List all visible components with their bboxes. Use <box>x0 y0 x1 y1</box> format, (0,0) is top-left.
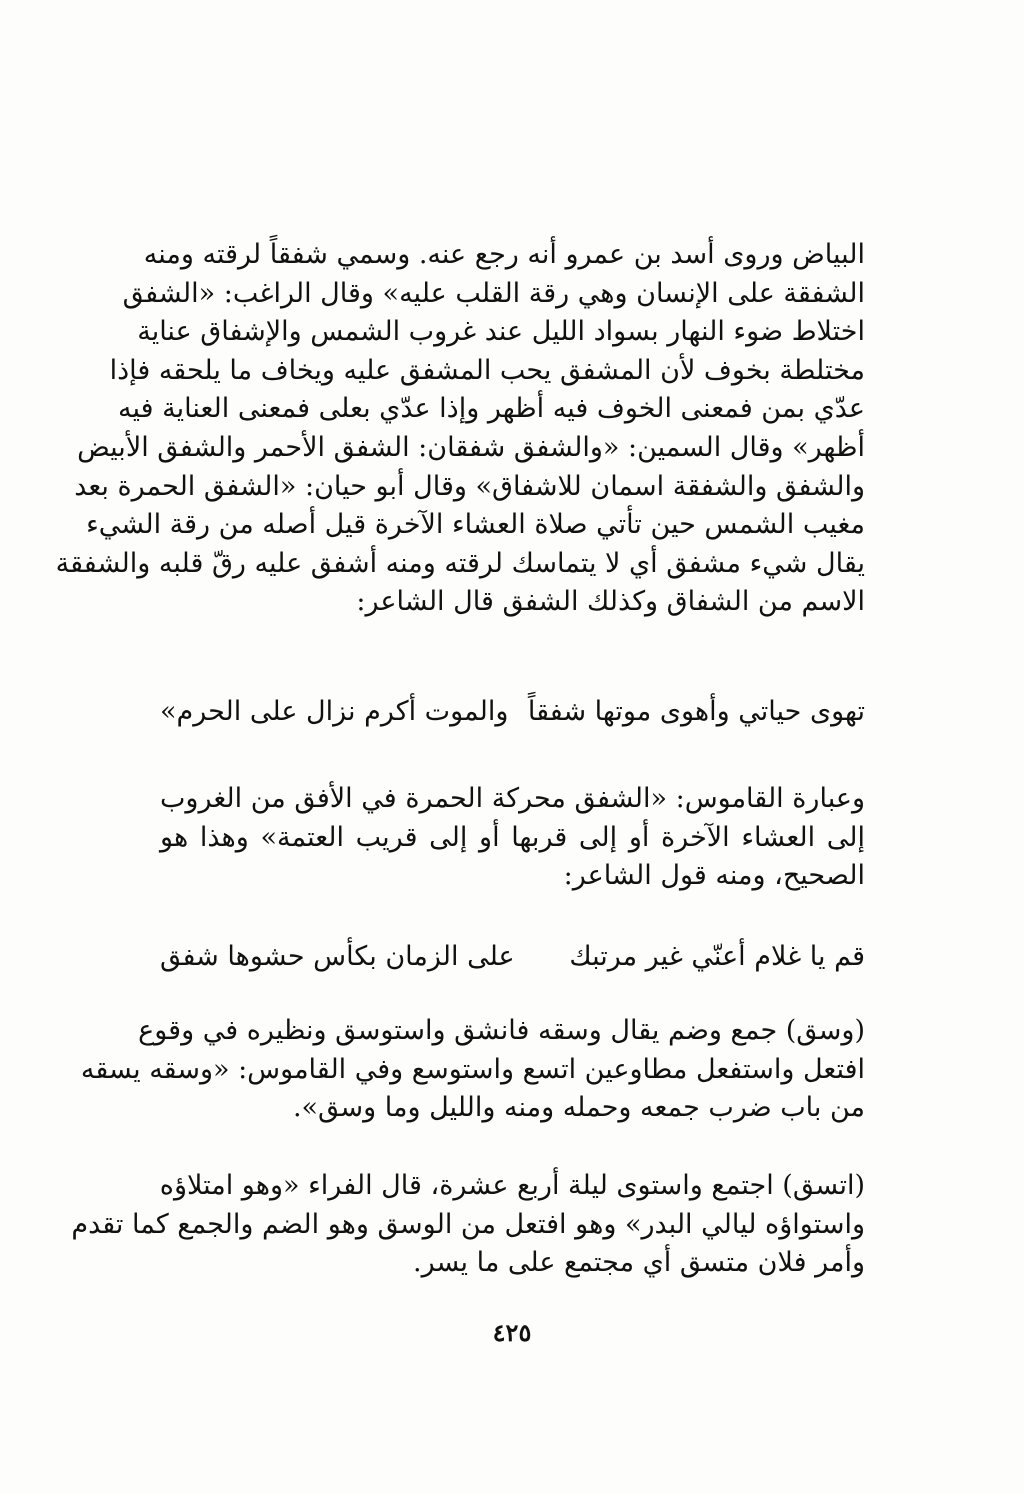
verse-second-hemistich: على الزمان بكأس حشوها شفق <box>160 941 515 972</box>
text-line: إلى العشاء الآخرة أو إلى قربها أو إلى قريب العتمة» وهذا هو <box>160 821 865 853</box>
text-line: وعبارة القاموس: «الشفق محركة الحمرة في الأفق من الغروب <box>160 783 865 814</box>
paragraph-shafaq-definition <box>55 236 865 622</box>
page-number: ٤٢٥ <box>492 1318 532 1347</box>
text-line: والشفق والشفقة اسمان للاشفاق» وقال أبو حيان: «الشفق الحمرة بعد <box>74 470 865 502</box>
text-line: (اتسق) اجتمع واستوى ليلة أربع عشرة، قال الفراء «وهو امتلاؤه <box>159 1170 865 1201</box>
text-line: واستواؤه ليالي البدر» وهو افتعل من الوسق وهو الضم والجمع كما تقدم <box>71 1208 865 1240</box>
text-line: الشفقة على الإنسان وهي رقة القلب عليه» وقال الراغب: «الشفق <box>122 277 865 309</box>
text-line: مختلطة بخوف لأن المشفق يحب المشفق عليه ويخاف ما يلحقه فإذا <box>109 354 865 386</box>
paragraph-ittasaqa <box>71 1167 865 1283</box>
text-line: يقال شيء مشفق أي لا يتماسك لرقته ومنه أشفق عليه رقّ قلبه والشفقة <box>55 547 865 579</box>
text-line: مغيب الشمس حين تأتي صلاة العشاء الآخرة قيل أصله من رقة الشيء <box>86 509 865 541</box>
text-line: اختلاط ضوء النهار بسواد الليل عند غروب الشمس والإشفاق عناية <box>137 316 865 348</box>
poetry-verse-1 <box>160 692 865 732</box>
text-line: الصحيح، ومنه قول الشاعر: <box>563 860 865 892</box>
verse-first-hemistich: تهوى حياتي وأهوى موتها شفقاً <box>527 696 865 727</box>
text-line: (وسق) جمع وضم يقال وسقه فانشق واستوسق ونظيره في وقوع <box>138 1015 865 1046</box>
text-line: أظهر» وقال السمين: «والشفق شفقان: الشفق الأحمر والشفق الأبيض <box>77 431 865 463</box>
text-line: من باب ضرب جمعه وحمله ومنه والليل وما وسق». <box>292 1092 865 1124</box>
poetry-verse-2 <box>160 937 865 977</box>
paragraph-wasaqa <box>80 1012 865 1128</box>
text-line: البياض وروى أسد بن عمرو أنه رجع عنه. وسمي شفقاً لرقته ومنه <box>143 239 865 270</box>
text-line: افتعل واستفعل مطاوعين اتسع واستوسع وفي القاموس: «وسقه يسقه <box>80 1053 865 1085</box>
text-line: وأمر فلان متسق أي مجتمع على ما يسر. <box>412 1247 865 1279</box>
text-line: الاسم من الشفاق وكذلك الشفق قال الشاعر: <box>356 586 865 618</box>
verse-second-hemistich: والموت أكرم نزال على الحرم» <box>160 696 509 727</box>
paragraph-qamus-quote <box>160 780 865 896</box>
text-line: عدّي بمن فمعنى الخوف فيه أظهر وإذا عدّي بعلى فمعنى العناية فيه <box>118 393 865 425</box>
verse-first-hemistich: قم يا غلام أعنّي غير مرتبك <box>569 941 865 972</box>
